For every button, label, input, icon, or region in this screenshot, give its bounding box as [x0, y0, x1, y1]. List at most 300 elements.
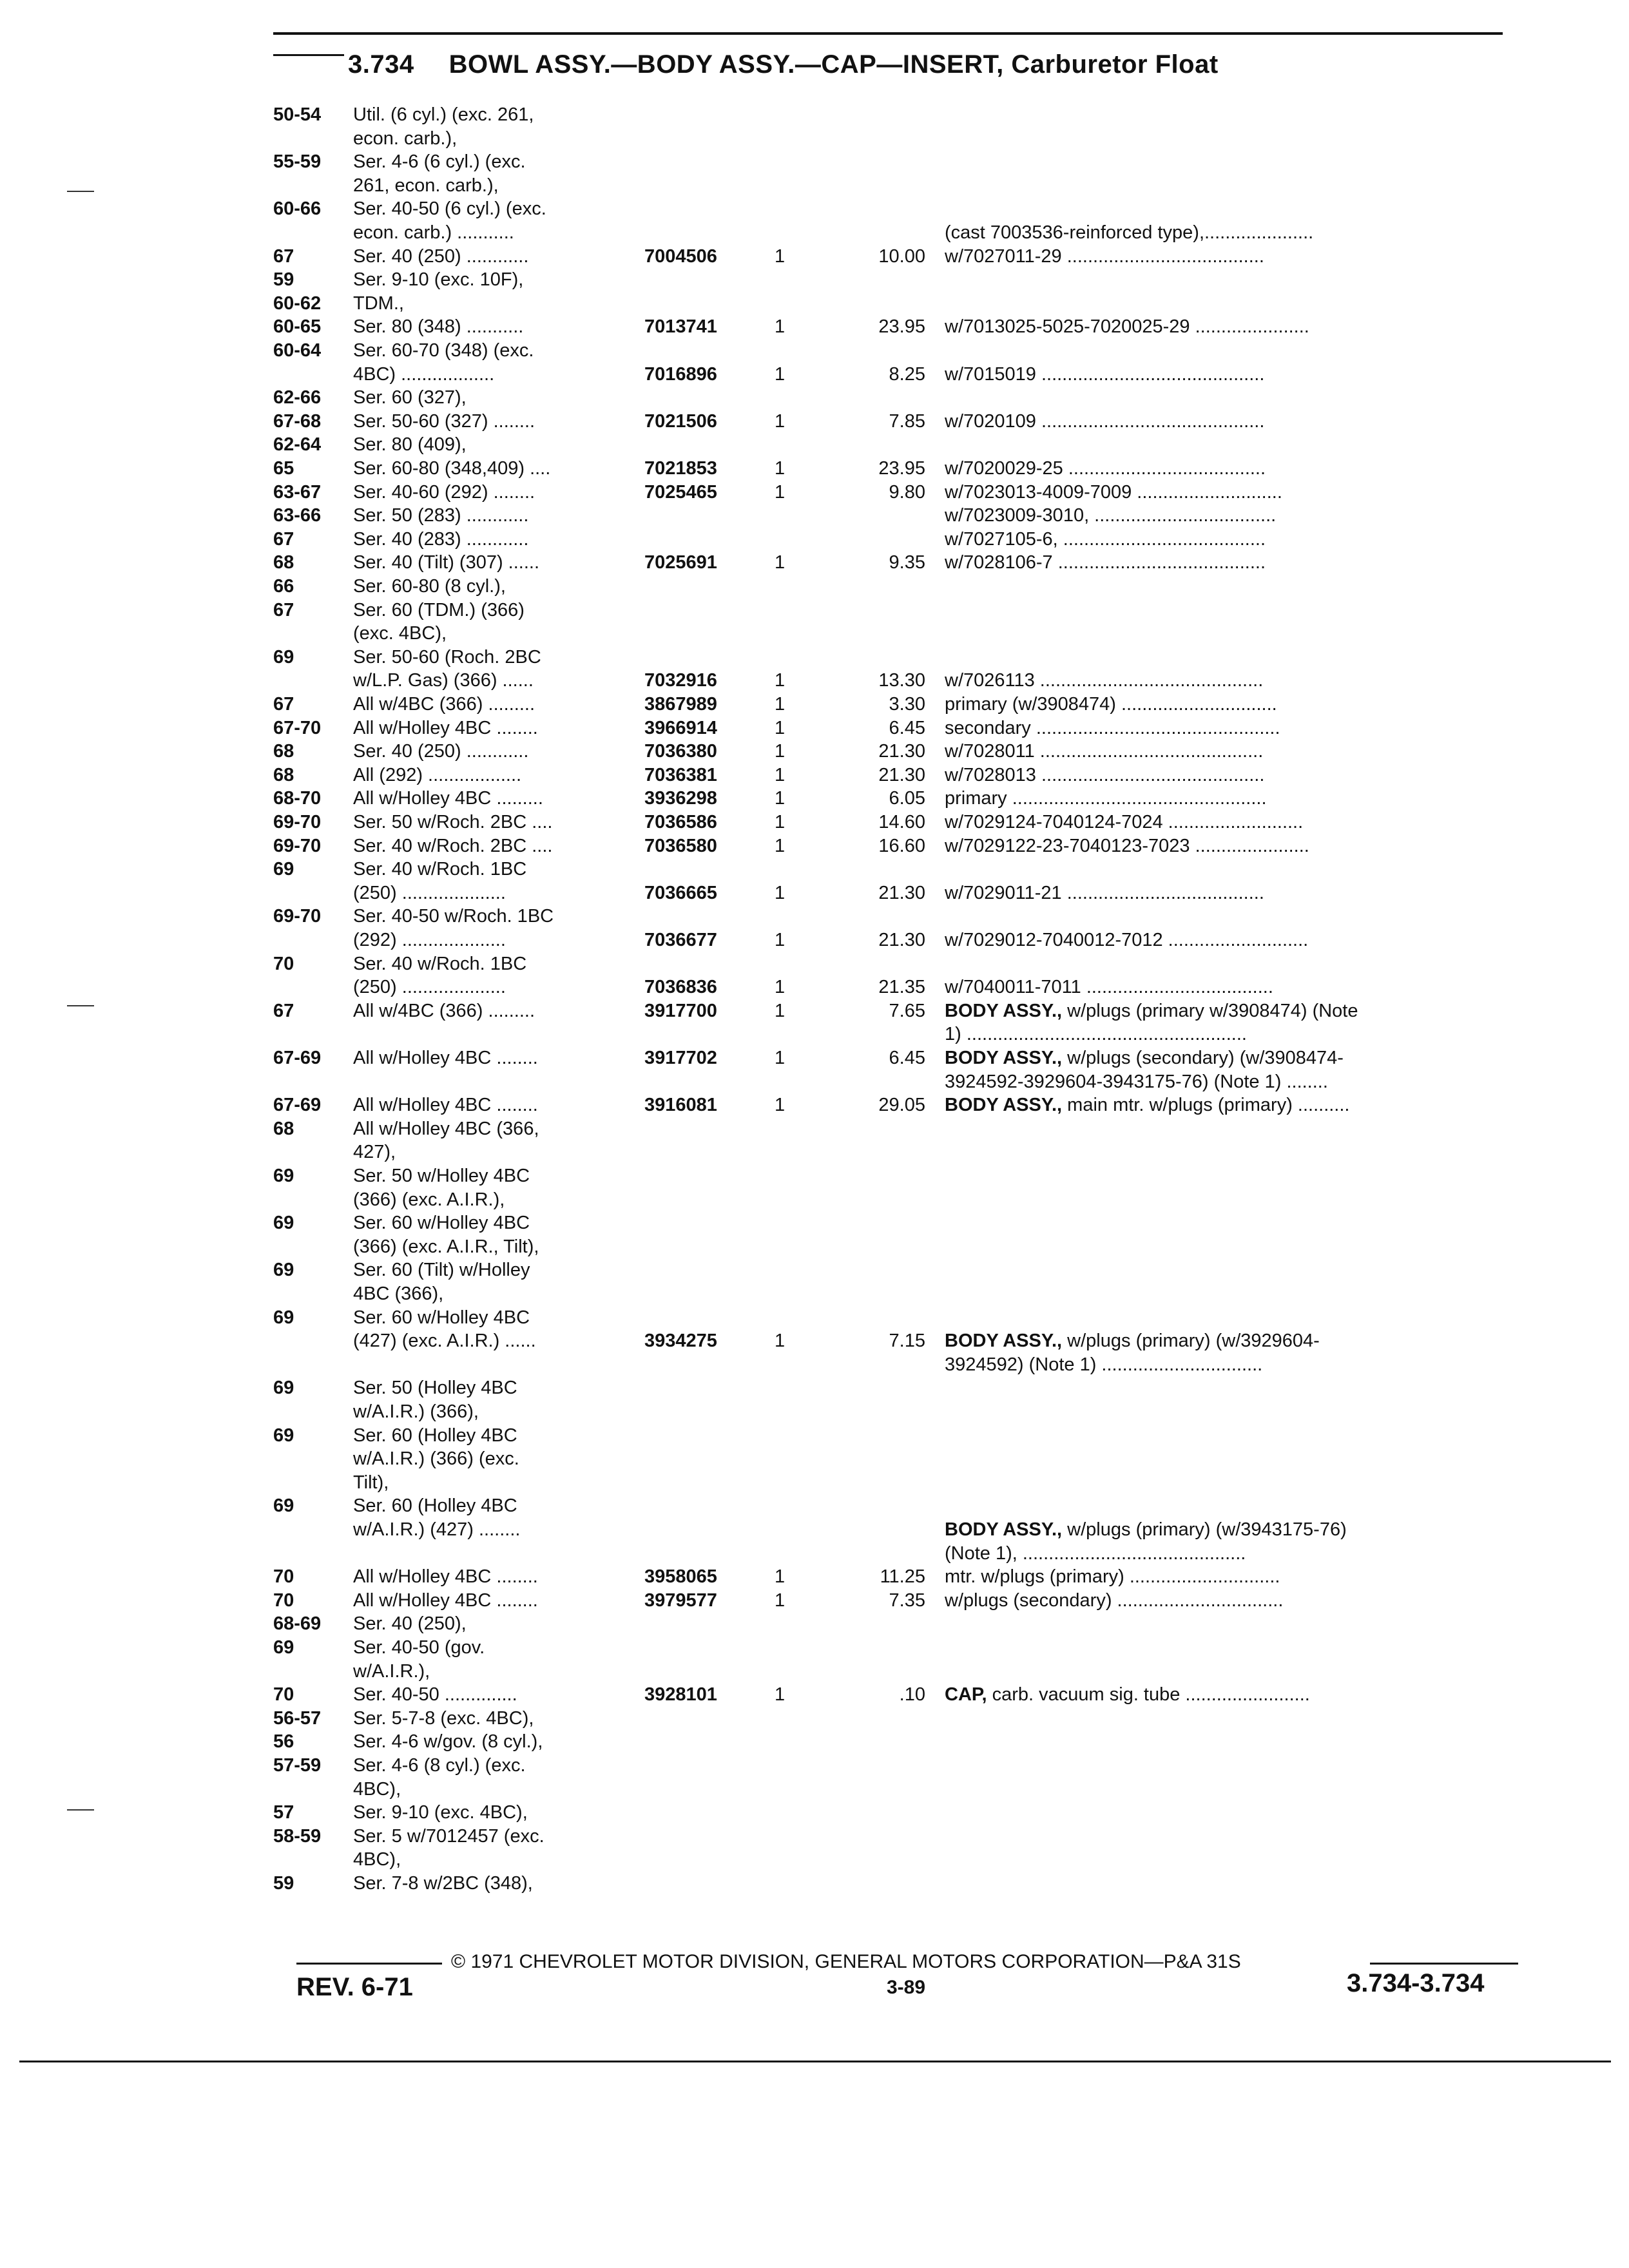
- table-row: [0, 764, 1629, 787]
- year-cell: 69: [273, 1213, 294, 1234]
- table-row: [0, 1848, 1629, 1872]
- model-cell: Ser. 50 w/Roch. 2BC ....: [353, 812, 553, 832]
- year-cell: 67: [273, 1000, 294, 1021]
- table-row: [0, 292, 1629, 316]
- table-row: [0, 127, 1629, 151]
- model-cell: (427) (exc. A.I.R.) ......: [353, 1331, 536, 1352]
- model-cell: Ser. 60 (Tilt) w/Holley: [353, 1260, 530, 1281]
- price-cell: 21.30: [878, 741, 925, 762]
- description-cell: w/7028013 ...........................................: [945, 764, 1265, 785]
- table-row: [0, 646, 1629, 669]
- part-number-cell: 7021506: [644, 410, 717, 432]
- description-cell: mtr. w/plugs (primary) .............................: [945, 1566, 1280, 1588]
- model-cell: All w/Holley 4BC (366,: [353, 1118, 539, 1139]
- description-cell: w/7029011-21 ......................................: [945, 882, 1264, 903]
- table-row: [0, 1258, 1629, 1282]
- quantity-cell: 1: [775, 1590, 786, 1611]
- year-cell: 70: [273, 1684, 294, 1706]
- section-number: 3.734: [348, 50, 414, 79]
- year-cell: 69: [273, 646, 294, 668]
- part-number-cell: 3916081: [644, 1095, 717, 1116]
- year-cell: 68: [273, 741, 294, 762]
- model-cell: Ser. 60 (Holley 4BC: [353, 1425, 517, 1446]
- year-cell: 67-68: [273, 410, 322, 432]
- table-row: [0, 693, 1629, 716]
- part-number-cell: 7032916: [644, 670, 717, 691]
- model-cell: Ser. 40-60 (292) ........: [353, 481, 535, 503]
- description-cell: w/7015019 ...........................................: [945, 363, 1265, 385]
- footer-rule-left: [296, 1963, 442, 1965]
- table-row: [0, 1471, 1629, 1495]
- model-cell: Ser. 40 w/Roch. 2BC ....: [353, 835, 553, 856]
- model-cell: Ser. 50 (283) ............: [353, 505, 529, 526]
- year-cell: 57: [273, 1802, 294, 1823]
- part-number-cell: 3958065: [644, 1566, 717, 1588]
- price-cell: 13.30: [878, 670, 925, 691]
- model-cell: Ser. 60-70 (348) (exc.: [353, 340, 534, 361]
- price-cell: 7.85: [889, 410, 925, 432]
- table-row: [0, 1376, 1629, 1400]
- model-cell: Ser. 50 (Holley 4BC: [353, 1378, 517, 1399]
- description-cell: BODY ASSY., w/plugs (secondary) (w/3908474-: [945, 1048, 1344, 1068]
- model-cell: Ser. 50 w/Holley 4BC: [353, 1166, 530, 1186]
- description-cell: w/7029122-23-7040123-7023 ......................: [945, 835, 1309, 856]
- description-cell: 3924592) (Note 1) ...............................: [945, 1354, 1263, 1375]
- model-cell: Ser. 40 (250),: [353, 1613, 467, 1635]
- year-cell: 55-59: [273, 151, 322, 173]
- model-cell: TDM.,: [353, 293, 404, 314]
- description-cell: w/7028011 ...........................................: [945, 741, 1264, 762]
- table-row: [0, 1329, 1629, 1353]
- model-cell: (366) (exc. A.I.R., Tilt),: [353, 1236, 539, 1257]
- description-cell: w/7026113 ...........................................: [945, 670, 1264, 691]
- quantity-cell: 1: [775, 316, 786, 338]
- table-row: [0, 504, 1629, 528]
- table-row: [0, 268, 1629, 292]
- quantity-cell: 1: [775, 1566, 786, 1588]
- description-cell: w/7020109 ...........................................: [945, 410, 1265, 432]
- model-cell: Ser. 5 w/7012457 (exc.: [353, 1825, 545, 1847]
- model-cell: 4BC (366),: [353, 1283, 444, 1304]
- section-range: 3.734-3.734: [1347, 1969, 1485, 1997]
- table-row: [0, 1518, 1629, 1542]
- price-cell: 7.35: [889, 1590, 925, 1611]
- year-cell: 68: [273, 1118, 294, 1139]
- year-cell: 67-69: [273, 1095, 322, 1116]
- table-row: [0, 1825, 1629, 1849]
- quantity-cell: 1: [775, 552, 786, 573]
- year-cell: 70: [273, 1590, 294, 1611]
- model-cell: Ser. 4-6 (8 cyl.) (exc.: [353, 1755, 526, 1776]
- quantity-cell: 1: [775, 1048, 786, 1068]
- year-cell: 63-67: [273, 481, 322, 503]
- description-cell: w/7023009-3010, ...................................: [945, 505, 1277, 526]
- table-row: [0, 1306, 1629, 1330]
- table-row: [0, 245, 1629, 269]
- model-cell: Ser. 9-10 (exc. 10F),: [353, 269, 524, 291]
- quantity-cell: 1: [775, 1000, 786, 1021]
- description-cell: w/7013025-5025-7020025-29 ......................: [945, 316, 1309, 338]
- part-number-cell: 3917702: [644, 1048, 717, 1068]
- year-cell: 68: [273, 764, 294, 785]
- page-title: [348, 50, 1219, 79]
- price-cell: 23.95: [878, 316, 925, 338]
- table-row: [0, 1188, 1629, 1212]
- table-row: [0, 952, 1629, 976]
- description-cell: w/7027011-29 ......................................: [945, 245, 1264, 267]
- table-row: [0, 1612, 1629, 1636]
- top-rule: [273, 32, 1503, 35]
- table-row: [0, 1093, 1629, 1117]
- model-cell: Ser. 40 w/Roch. 1BC: [353, 953, 527, 974]
- year-cell: 62-66: [273, 387, 322, 408]
- year-cell: 70: [273, 1566, 294, 1588]
- table-row: [0, 881, 1629, 905]
- year-cell: 60-62: [273, 293, 322, 314]
- model-cell: Ser. 40 w/Roch. 1BC: [353, 859, 527, 880]
- table-row: [0, 787, 1629, 811]
- model-cell: (250) ....................: [353, 882, 506, 903]
- model-cell: All w/Holley 4BC .........: [353, 788, 543, 809]
- table-row: [0, 1565, 1629, 1589]
- table-row: [0, 103, 1629, 127]
- description-cell: secondary ...............................................: [945, 717, 1280, 738]
- table-row: [0, 1353, 1629, 1377]
- part-number-cell: 7021853: [644, 458, 717, 479]
- table-row: [0, 1754, 1629, 1778]
- price-cell: 10.00: [878, 245, 925, 267]
- binder-hole-mark: [67, 1809, 94, 1811]
- model-cell: Ser. 5-7-8 (exc. 4BC),: [353, 1707, 534, 1729]
- description-cell: w/7020029-25 ......................................: [945, 458, 1266, 479]
- table-row: [0, 1683, 1629, 1707]
- year-cell: 68-69: [273, 1613, 322, 1635]
- title-rule: [273, 54, 344, 56]
- model-cell: 4BC),: [353, 1778, 401, 1800]
- model-cell: w/A.I.R.),: [353, 1660, 430, 1682]
- model-cell: Ser. 40-50 w/Roch. 1BC: [353, 906, 554, 927]
- table-row: [0, 975, 1629, 999]
- model-cell: w/A.I.R.) (427) ........: [353, 1519, 521, 1540]
- price-cell: 21.30: [878, 764, 925, 785]
- year-cell: 56-57: [273, 1707, 322, 1729]
- quantity-cell: 1: [775, 812, 786, 832]
- model-cell: Ser. 4-6 (6 cyl.) (exc.: [353, 151, 526, 173]
- description-cell: w/7029124-7040124-7024 ..........................: [945, 812, 1304, 832]
- model-cell: All (292) ..................: [353, 764, 522, 785]
- table-row: [0, 834, 1629, 858]
- model-cell: All w/Holley 4BC ........: [353, 1566, 538, 1588]
- table-row: [0, 1707, 1629, 1731]
- price-cell: 3.30: [889, 694, 925, 715]
- year-cell: 69: [273, 1637, 294, 1658]
- quantity-cell: 1: [775, 930, 786, 950]
- model-cell: Ser. 60 (327),: [353, 387, 467, 408]
- quantity-cell: 1: [775, 788, 786, 809]
- revision-label: REV. 6-71: [296, 1973, 413, 2001]
- model-cell: Ser. 50-60 (Roch. 2BC: [353, 646, 541, 668]
- quantity-cell: 1: [775, 977, 786, 998]
- model-cell: Ser. 60-80 (348,409) ....: [353, 458, 551, 479]
- model-cell: Ser. 40-50 (6 cyl.) (exc.: [353, 198, 546, 220]
- description-cell: (Note 1), ...........................................: [945, 1542, 1246, 1564]
- quantity-cell: 1: [775, 717, 786, 738]
- part-number-cell: 7016896: [644, 363, 717, 385]
- model-cell: w/A.I.R.) (366) (exc.: [353, 1448, 519, 1470]
- year-cell: 57-59: [273, 1755, 322, 1776]
- year-cell: 67: [273, 245, 294, 267]
- table-row: [0, 1589, 1629, 1613]
- quantity-cell: 1: [775, 458, 786, 479]
- price-cell: 16.60: [878, 835, 925, 856]
- model-cell: Ser. 40 (250) ............: [353, 245, 529, 267]
- part-number-cell: 3966914: [644, 717, 717, 738]
- year-cell: 69: [273, 859, 294, 880]
- table-row: [0, 740, 1629, 764]
- description-cell: w/7027105-6, .......................................: [945, 528, 1266, 550]
- year-cell: 67: [273, 694, 294, 715]
- price-cell: 21.30: [878, 882, 925, 903]
- price-cell: 6.45: [889, 1048, 925, 1068]
- model-cell: All w/4BC (366) .........: [353, 1000, 535, 1021]
- table-row: [0, 999, 1629, 1023]
- table-row: [0, 1023, 1629, 1046]
- description-cell: BODY ASSY., w/plugs (primary w/3908474) (Note: [945, 1000, 1358, 1021]
- table-row: [0, 339, 1629, 363]
- model-cell: Ser. 7-8 w/2BC (348),: [353, 1873, 533, 1894]
- year-cell: 69: [273, 1260, 294, 1281]
- description-cell: w/7040011-7011 ....................................: [945, 977, 1273, 998]
- price-cell: 7.65: [889, 1000, 925, 1021]
- model-cell: Ser. 40 (250) ............: [353, 741, 529, 762]
- table-row: [0, 1046, 1629, 1070]
- table-row: [0, 481, 1629, 505]
- year-cell: 69: [273, 1378, 294, 1399]
- table-row: [0, 528, 1629, 552]
- table-row: [0, 1400, 1629, 1424]
- year-cell: 56: [273, 1731, 294, 1753]
- model-cell: All w/Holley 4BC ........: [353, 1590, 538, 1611]
- year-cell: 69-70: [273, 835, 322, 856]
- price-cell: 29.05: [878, 1095, 925, 1116]
- model-cell: (366) (exc. A.I.R.),: [353, 1189, 505, 1210]
- model-cell: Ser. 60 w/Holley 4BC: [353, 1213, 530, 1234]
- model-cell: 4BC),: [353, 1849, 401, 1870]
- price-cell: 6.45: [889, 717, 925, 738]
- model-cell: Ser. 9-10 (exc. 4BC),: [353, 1802, 528, 1823]
- model-cell: (exc. 4BC),: [353, 623, 447, 644]
- part-number-cell: 3934275: [644, 1331, 717, 1352]
- model-cell: Ser. 60 w/Holley 4BC: [353, 1307, 530, 1328]
- table-row: [0, 1424, 1629, 1448]
- model-cell: Ser. 4-6 w/gov. (8 cyl.),: [353, 1731, 543, 1753]
- table-row: [0, 1211, 1629, 1235]
- description-cell: primary .................................................: [945, 788, 1267, 809]
- model-cell: w/L.P. Gas) (366) ......: [353, 670, 534, 691]
- year-cell: 67-69: [273, 1048, 322, 1068]
- year-cell: 63-66: [273, 505, 322, 526]
- description-cell: primary (w/3908474) ..............................: [945, 694, 1277, 715]
- model-cell: (250) ....................: [353, 977, 506, 998]
- table-row: [0, 858, 1629, 881]
- table-row: [0, 150, 1629, 174]
- footer-rule-right: [1370, 1963, 1518, 1965]
- model-cell: Ser. 60 (TDM.) (366): [353, 599, 525, 620]
- description-cell: 1) ......................................................: [945, 1024, 1247, 1045]
- year-cell: 58-59: [273, 1825, 322, 1847]
- year-cell: 65: [273, 458, 294, 479]
- model-cell: Util. (6 cyl.) (exc. 261,: [353, 104, 534, 125]
- model-cell: Tilt),: [353, 1472, 389, 1493]
- part-number-cell: 3979577: [644, 1590, 717, 1611]
- model-cell: Ser. 80 (348) ...........: [353, 316, 524, 338]
- model-cell: Ser. 80 (409),: [353, 434, 467, 456]
- table-row: [0, 669, 1629, 693]
- description-cell: w/7029012-7040012-7012 ...........................: [945, 930, 1309, 950]
- quantity-cell: 1: [775, 694, 786, 715]
- year-cell: 59: [273, 269, 294, 291]
- section-title: BOWL ASSY.—BODY ASSY.—CAP—INSERT, Carburetor Float: [448, 50, 1219, 79]
- year-cell: 69: [273, 1307, 294, 1328]
- year-cell: 50-54: [273, 104, 322, 125]
- year-cell: 66: [273, 576, 294, 597]
- table-row: [0, 1235, 1629, 1259]
- model-cell: Ser. 40-50 (gov.: [353, 1637, 485, 1658]
- model-cell: 4BC) ..................: [353, 363, 495, 385]
- part-number-cell: 7036381: [644, 764, 717, 785]
- description-cell: w/7023013-4009-7009 ............................: [945, 481, 1282, 503]
- table-row: [0, 410, 1629, 434]
- model-cell: All w/4BC (366) .........: [353, 694, 535, 715]
- table-row: [0, 1140, 1629, 1164]
- model-cell: Ser. 40 (283) ............: [353, 528, 529, 550]
- table-row: [0, 315, 1629, 339]
- part-number-cell: 7013741: [644, 316, 717, 338]
- table-row: [0, 1070, 1629, 1094]
- description-cell: w/plugs (secondary) ................................: [945, 1590, 1284, 1611]
- year-cell: 69: [273, 1425, 294, 1446]
- quantity-cell: 1: [775, 481, 786, 503]
- model-cell: (292) ....................: [353, 930, 506, 950]
- table-row: [0, 1730, 1629, 1754]
- model-cell: Ser. 40 (Tilt) (307) ......: [353, 552, 540, 573]
- table-row: [0, 811, 1629, 834]
- table-row: [0, 1542, 1629, 1566]
- price-cell: .10: [899, 1684, 925, 1706]
- part-number-cell: 7036380: [644, 741, 717, 762]
- table-row: [0, 575, 1629, 599]
- table-row: [0, 457, 1629, 481]
- quantity-cell: 1: [775, 764, 786, 785]
- description-cell: CAP, carb. vacuum sig. tube ........................: [945, 1684, 1310, 1706]
- price-cell: 9.35: [889, 552, 925, 573]
- year-cell: 70: [273, 953, 294, 974]
- year-cell: 67: [273, 528, 294, 550]
- table-row: [0, 433, 1629, 457]
- description-cell: 3924592-3929604-3943175-76) (Note 1) ........: [945, 1071, 1328, 1092]
- quantity-cell: 1: [775, 410, 786, 432]
- model-cell: w/A.I.R.) (366),: [353, 1401, 479, 1422]
- table-row: [0, 1660, 1629, 1684]
- description-cell: BODY ASSY., main mtr. w/plugs (primary) ..........: [945, 1095, 1350, 1116]
- quantity-cell: 1: [775, 835, 786, 856]
- price-cell: 14.60: [878, 812, 925, 832]
- part-number-cell: 3936298: [644, 788, 717, 809]
- price-cell: 21.30: [878, 930, 925, 950]
- price-cell: 8.25: [889, 363, 925, 385]
- table-row: [0, 599, 1629, 622]
- part-number-cell: 3867989: [644, 694, 717, 715]
- quantity-cell: 1: [775, 1095, 786, 1116]
- price-cell: 23.95: [878, 458, 925, 479]
- year-cell: 69-70: [273, 906, 322, 927]
- model-cell: Ser. 60 (Holley 4BC: [353, 1495, 517, 1517]
- year-cell: 69-70: [273, 812, 322, 832]
- part-number-cell: 7025691: [644, 552, 717, 573]
- binder-hole-mark: [67, 1005, 94, 1006]
- year-cell: 69: [273, 1166, 294, 1186]
- year-cell: 67: [273, 599, 294, 620]
- year-cell: 67-70: [273, 717, 322, 738]
- table-row: [0, 1117, 1629, 1141]
- table-row: [0, 1282, 1629, 1306]
- model-cell: All w/Holley 4BC ........: [353, 717, 538, 738]
- year-cell: 60-66: [273, 198, 322, 220]
- part-number-cell: 7004506: [644, 245, 717, 267]
- price-cell: 21.35: [878, 977, 925, 998]
- copyright-notice: © 1971 CHEVROLET MOTOR DIVISION, GENERAL MOTORS CORPORATION—P&A 31S: [451, 1951, 1241, 1972]
- part-number-cell: 7036665: [644, 882, 717, 903]
- quantity-cell: 1: [775, 741, 786, 762]
- quantity-cell: 1: [775, 1684, 786, 1706]
- description-cell: (cast 7003536-reinforced type),.....................: [945, 222, 1314, 243]
- table-row: [0, 197, 1629, 221]
- price-cell: 9.80: [889, 481, 925, 503]
- table-row: [0, 716, 1629, 740]
- model-cell: econ. carb.) ...........: [353, 222, 514, 243]
- year-cell: 62-64: [273, 434, 322, 456]
- description-cell: BODY ASSY., w/plugs (primary) (w/3943175-76): [945, 1519, 1347, 1540]
- table-row: [0, 1778, 1629, 1802]
- part-number-cell: 7036836: [644, 977, 717, 998]
- model-cell: 427),: [353, 1142, 396, 1163]
- model-cell: All w/Holley 4BC ........: [353, 1095, 538, 1116]
- price-cell: 6.05: [889, 788, 925, 809]
- part-number-cell: 7036586: [644, 812, 717, 832]
- table-row: [0, 386, 1629, 410]
- model-cell: Ser. 60-80 (8 cyl.),: [353, 576, 506, 597]
- table-row: [0, 928, 1629, 952]
- table-row: [0, 905, 1629, 928]
- model-cell: econ. carb.),: [353, 128, 458, 149]
- table-row: [0, 551, 1629, 575]
- part-number-cell: 3917700: [644, 1000, 717, 1021]
- table-row: [0, 1872, 1629, 1896]
- year-cell: 60-65: [273, 316, 322, 338]
- table-row: [0, 221, 1629, 245]
- quantity-cell: 1: [775, 1331, 786, 1352]
- part-number-cell: 7036580: [644, 835, 717, 856]
- model-cell: Ser. 50-60 (327) ........: [353, 410, 535, 432]
- table-row: [0, 363, 1629, 387]
- table-row: [0, 1164, 1629, 1188]
- page-number: 3-89: [887, 1977, 926, 1998]
- quantity-cell: 1: [775, 670, 786, 691]
- model-cell: Ser. 40-50 ..............: [353, 1684, 517, 1706]
- part-number-cell: 7036677: [644, 930, 717, 950]
- price-cell: 7.15: [889, 1331, 925, 1352]
- year-cell: 69: [273, 1495, 294, 1517]
